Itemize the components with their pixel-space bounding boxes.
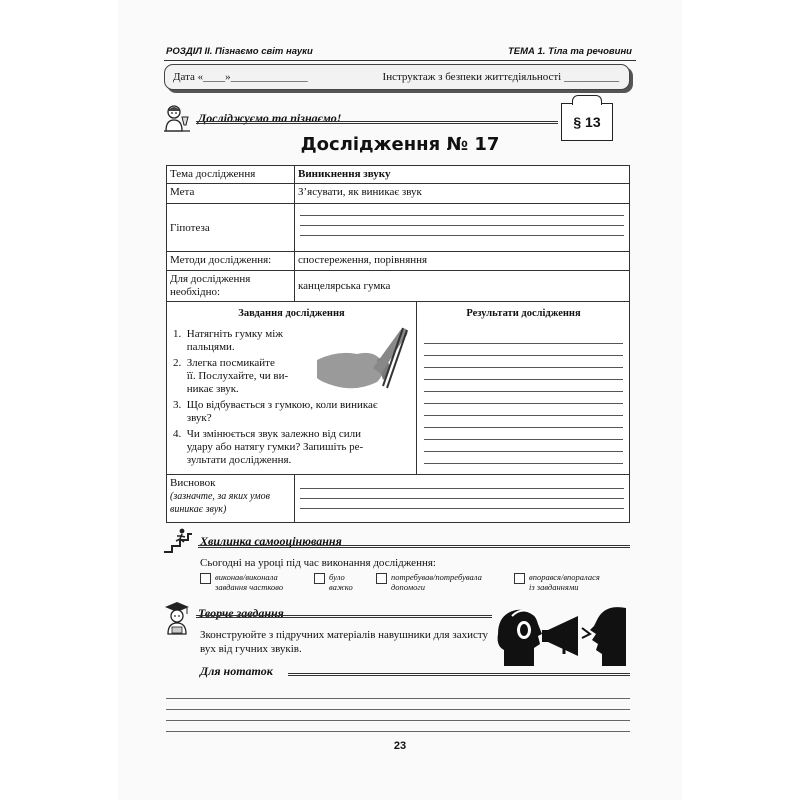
results-heading: Результати дослідження [466, 308, 581, 319]
checkbox[interactable] [514, 573, 525, 584]
self-assessment-text: Сьогодні на уроці під час виконання дослідження: [200, 557, 436, 569]
table-row [167, 204, 630, 252]
results-answer-lines[interactable] [424, 332, 623, 464]
page-title: Дослідження № 17 [300, 134, 500, 155]
notes-rule [288, 673, 630, 676]
checkbox[interactable] [314, 573, 325, 584]
safety-briefing-field[interactable]: Інструктаж з безпеки життєдіяльності __________ [382, 71, 619, 83]
option-hard[interactable]: було важко [314, 572, 353, 592]
hypothesis-label: Гіпотеза [167, 204, 295, 252]
tasks-heading: Завдання дослідження [238, 308, 345, 319]
topic-label: Тема дослідження [167, 166, 295, 184]
task-line: її. Послухайте, чи ви- [186, 370, 289, 382]
tasks-column [167, 302, 417, 474]
checkbox[interactable] [376, 573, 387, 584]
student-scientist-icon [162, 103, 192, 133]
conclusion-hint: (зазначте, за яких умов виникає звук) [170, 491, 270, 515]
date-bar [164, 64, 630, 90]
self-assessment-head [162, 528, 342, 554]
notes-head [200, 664, 273, 679]
task-line: зультати дослідження. [186, 454, 292, 466]
conclusion-label: Висновок [170, 477, 216, 489]
task-line: 2. Злегка посмикайте [173, 357, 275, 369]
option-needed-help[interactable]: потребував/потребувала допомоги [376, 572, 482, 592]
tasks-results-cell [167, 302, 630, 475]
methods-value: спостереження, порівняння [295, 252, 630, 271]
creative-text: Зконструюйте з підручних матеріалів навушники для захисту вух від гучних звуків. [200, 629, 489, 655]
task-line: 1. Натягніть гумку між [173, 328, 283, 340]
notes-title: Для нотаток [200, 664, 273, 678]
book-icon [572, 95, 602, 105]
fingers-rubber-band-image [317, 320, 411, 396]
header-topic: ТЕМА 1. Тіла та речовини [507, 46, 632, 57]
needed-label: Для дослідження необхідно: [167, 271, 295, 302]
creative-rule [196, 615, 492, 618]
methods-label: Методи дослідження: [167, 252, 295, 271]
creative-title: Творче завдання [198, 605, 284, 620]
megaphone-headphones-image [494, 600, 630, 668]
needed-value: канцелярська гумка [295, 271, 630, 302]
page-number: 23 [393, 740, 407, 752]
table-row [167, 166, 630, 184]
table-row [167, 252, 630, 271]
task-line: 4. Чи змінюється звук залежно від сили [173, 428, 362, 440]
research-table [166, 165, 630, 523]
header-section: РОЗДІЛ ІІ. Пізнаємо світ науки [166, 46, 313, 57]
table-row [167, 475, 630, 523]
stairs-runner-icon [162, 528, 194, 554]
table-row [167, 271, 630, 302]
conclusion-answer[interactable] [295, 475, 630, 523]
checkbox[interactable] [200, 573, 211, 584]
option-coped[interactable]: впорався/впоралася із завданнями [514, 572, 600, 592]
graduate-student-icon [162, 600, 192, 636]
task-line: пальцями. [186, 341, 235, 353]
task-line: звук? [186, 412, 212, 424]
explore-rule [196, 121, 558, 124]
header-rule [164, 60, 636, 61]
self-assessment-title: Хвилинка самооцінювання [200, 533, 342, 548]
paragraph-number: § 13 [573, 114, 601, 130]
goal-value: З’ясувати, як виникає звук [295, 184, 630, 204]
self-assessment-rule [198, 545, 630, 548]
topic-value: Виникнення звуку [295, 166, 630, 184]
results-column [418, 302, 629, 474]
task-line: удару або натягу гумки? Запишіть ре- [186, 441, 364, 453]
date-field[interactable]: Дата «____»______________ [173, 71, 308, 83]
explore-title: Досліджуємо та пізнаємо! [198, 110, 342, 125]
hypothesis-answer[interactable] [295, 204, 630, 252]
explore-section-head [162, 103, 341, 133]
conclusion-label-cell [167, 475, 295, 523]
goal-label: Мета [167, 184, 295, 204]
option-partial[interactable]: виконав/виконала завдання частково [200, 572, 283, 592]
table-row [167, 184, 630, 204]
task-line: 3. Що відбувається з гумкою, коли виникає [173, 399, 378, 411]
table-row [167, 302, 630, 475]
notes-lines[interactable] [166, 688, 630, 732]
task-line: никає звук. [186, 383, 239, 395]
